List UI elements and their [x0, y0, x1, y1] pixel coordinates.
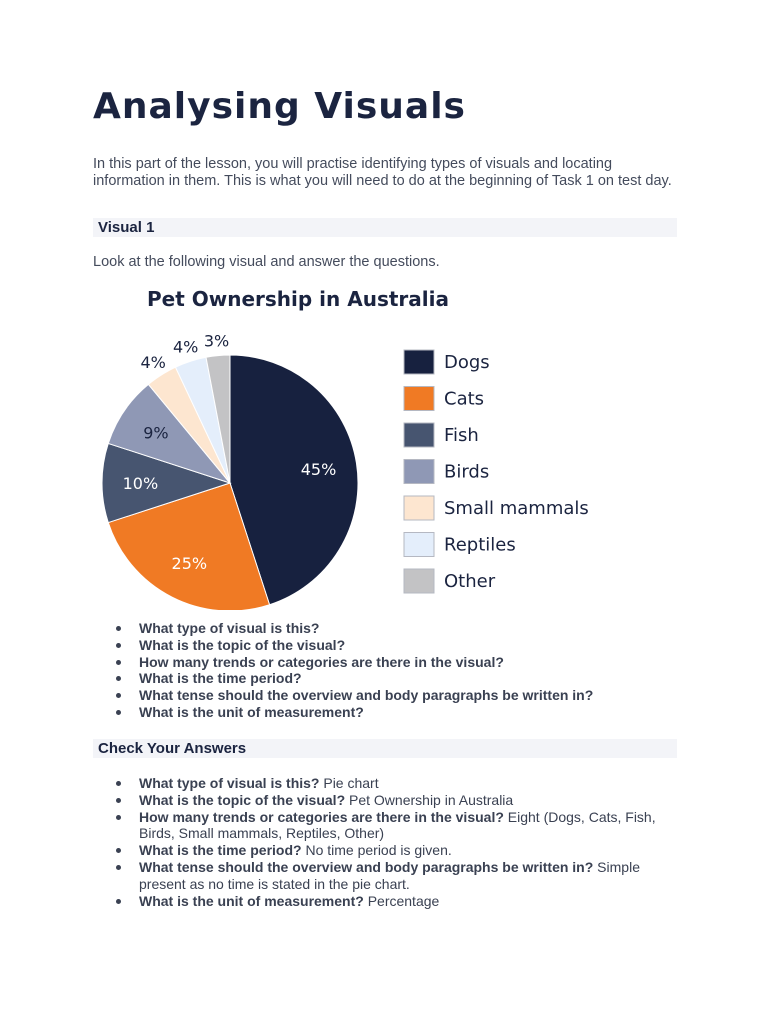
legend-label: Small mammals [444, 498, 589, 519]
legend-label: Other [444, 571, 496, 592]
data-label: 4% [173, 337, 199, 357]
data-label: 4% [140, 352, 166, 372]
bullet-icon [116, 781, 121, 786]
legend-label: Birds [444, 461, 490, 483]
legend-label: Dogs [444, 352, 490, 373]
answer-question-text: How many trends or categories are there in the visual? [139, 808, 504, 825]
question-item [93, 670, 677, 687]
answer-item [93, 842, 677, 859]
legend-swatch [404, 496, 434, 520]
data-label: 25% [171, 553, 208, 573]
legend-swatch [404, 423, 434, 447]
bullet-icon [116, 643, 121, 648]
legend-label: Cats [444, 388, 485, 410]
instruction-text: Look at the following visual and answer the questions. [93, 254, 440, 270]
answer-item [93, 809, 677, 843]
answers-list [93, 775, 677, 909]
answer-text: Pet Ownership in Australia [345, 791, 514, 808]
question-text: What is the unit of measurement? [139, 703, 364, 720]
question-item [93, 637, 677, 654]
question-text: How many trends or categories are there in the visual? [139, 653, 504, 670]
answer-item [93, 859, 677, 893]
page-title: Analysing Visuals [93, 86, 466, 127]
data-label: 3% [203, 331, 230, 351]
answer-question-text: What type of visual is this? [139, 775, 320, 791]
answer-text: Percentage [363, 892, 440, 909]
bullet-icon [116, 848, 121, 853]
data-label: 9% [143, 423, 169, 443]
bullet-icon [116, 626, 121, 631]
answer-text: Simple present as no time is stated in the pie chart. [139, 858, 640, 892]
legend-swatch [404, 533, 434, 557]
question-item [93, 704, 677, 721]
legend-swatch [404, 569, 434, 593]
bullet-icon [116, 798, 121, 803]
section-heading-check-answers: Check Your Answers [93, 739, 677, 758]
answer-item [93, 893, 677, 910]
bullet-icon [116, 865, 121, 870]
question-item [93, 620, 677, 637]
answer-question-text: What is the time period? [139, 842, 302, 859]
question-text: What tense should the overview and body paragraphs be written in? [139, 687, 594, 704]
bullet-icon [116, 815, 121, 820]
data-label: 10% [122, 474, 159, 493]
questions-list [93, 620, 677, 721]
bullet-icon [116, 676, 121, 681]
question-item [93, 687, 677, 704]
question-text: What is the topic of the visual? [139, 636, 346, 653]
legend-label: Reptiles [444, 534, 516, 556]
answer-question-text: What is the topic of the visual? [139, 791, 346, 808]
answer-item [93, 775, 677, 792]
pie-chart [93, 280, 677, 610]
legend-swatch [404, 387, 434, 411]
answer-question-text: What tense should the overview and body paragraphs be written in? [139, 858, 594, 875]
legend-swatch [404, 350, 434, 374]
question-text: What type of visual is this? [139, 620, 320, 636]
intro-paragraph: In this part of the lesson, you will practise identifying types of visuals and locating information in them. This is what you will need to do at the beginning of Task 1 on test day. [93, 156, 672, 189]
chart-title: Pet Ownership in Australia [147, 287, 449, 311]
legend-label: Fish [444, 425, 479, 446]
answer-item [93, 792, 677, 809]
legend-swatch [404, 460, 434, 484]
answer-question-text: What is the unit of measurement? [139, 892, 364, 909]
answer-text: Pie chart [319, 775, 379, 791]
question-item [93, 654, 677, 671]
bullet-icon [116, 710, 121, 715]
pie-chart-svg [93, 280, 677, 610]
section-heading-visual-1: Visual 1 [93, 218, 677, 237]
answer-text: No time period is given. [301, 842, 452, 859]
bullet-icon [116, 899, 121, 904]
question-text: What is the time period? [139, 670, 302, 687]
bullet-icon [116, 693, 121, 698]
data-label: 45% [300, 459, 337, 479]
bullet-icon [116, 660, 121, 665]
answer-text: Eight (Dogs, Cats, Fish, Birds, Small mammals, Reptiles, Other) [139, 808, 656, 842]
